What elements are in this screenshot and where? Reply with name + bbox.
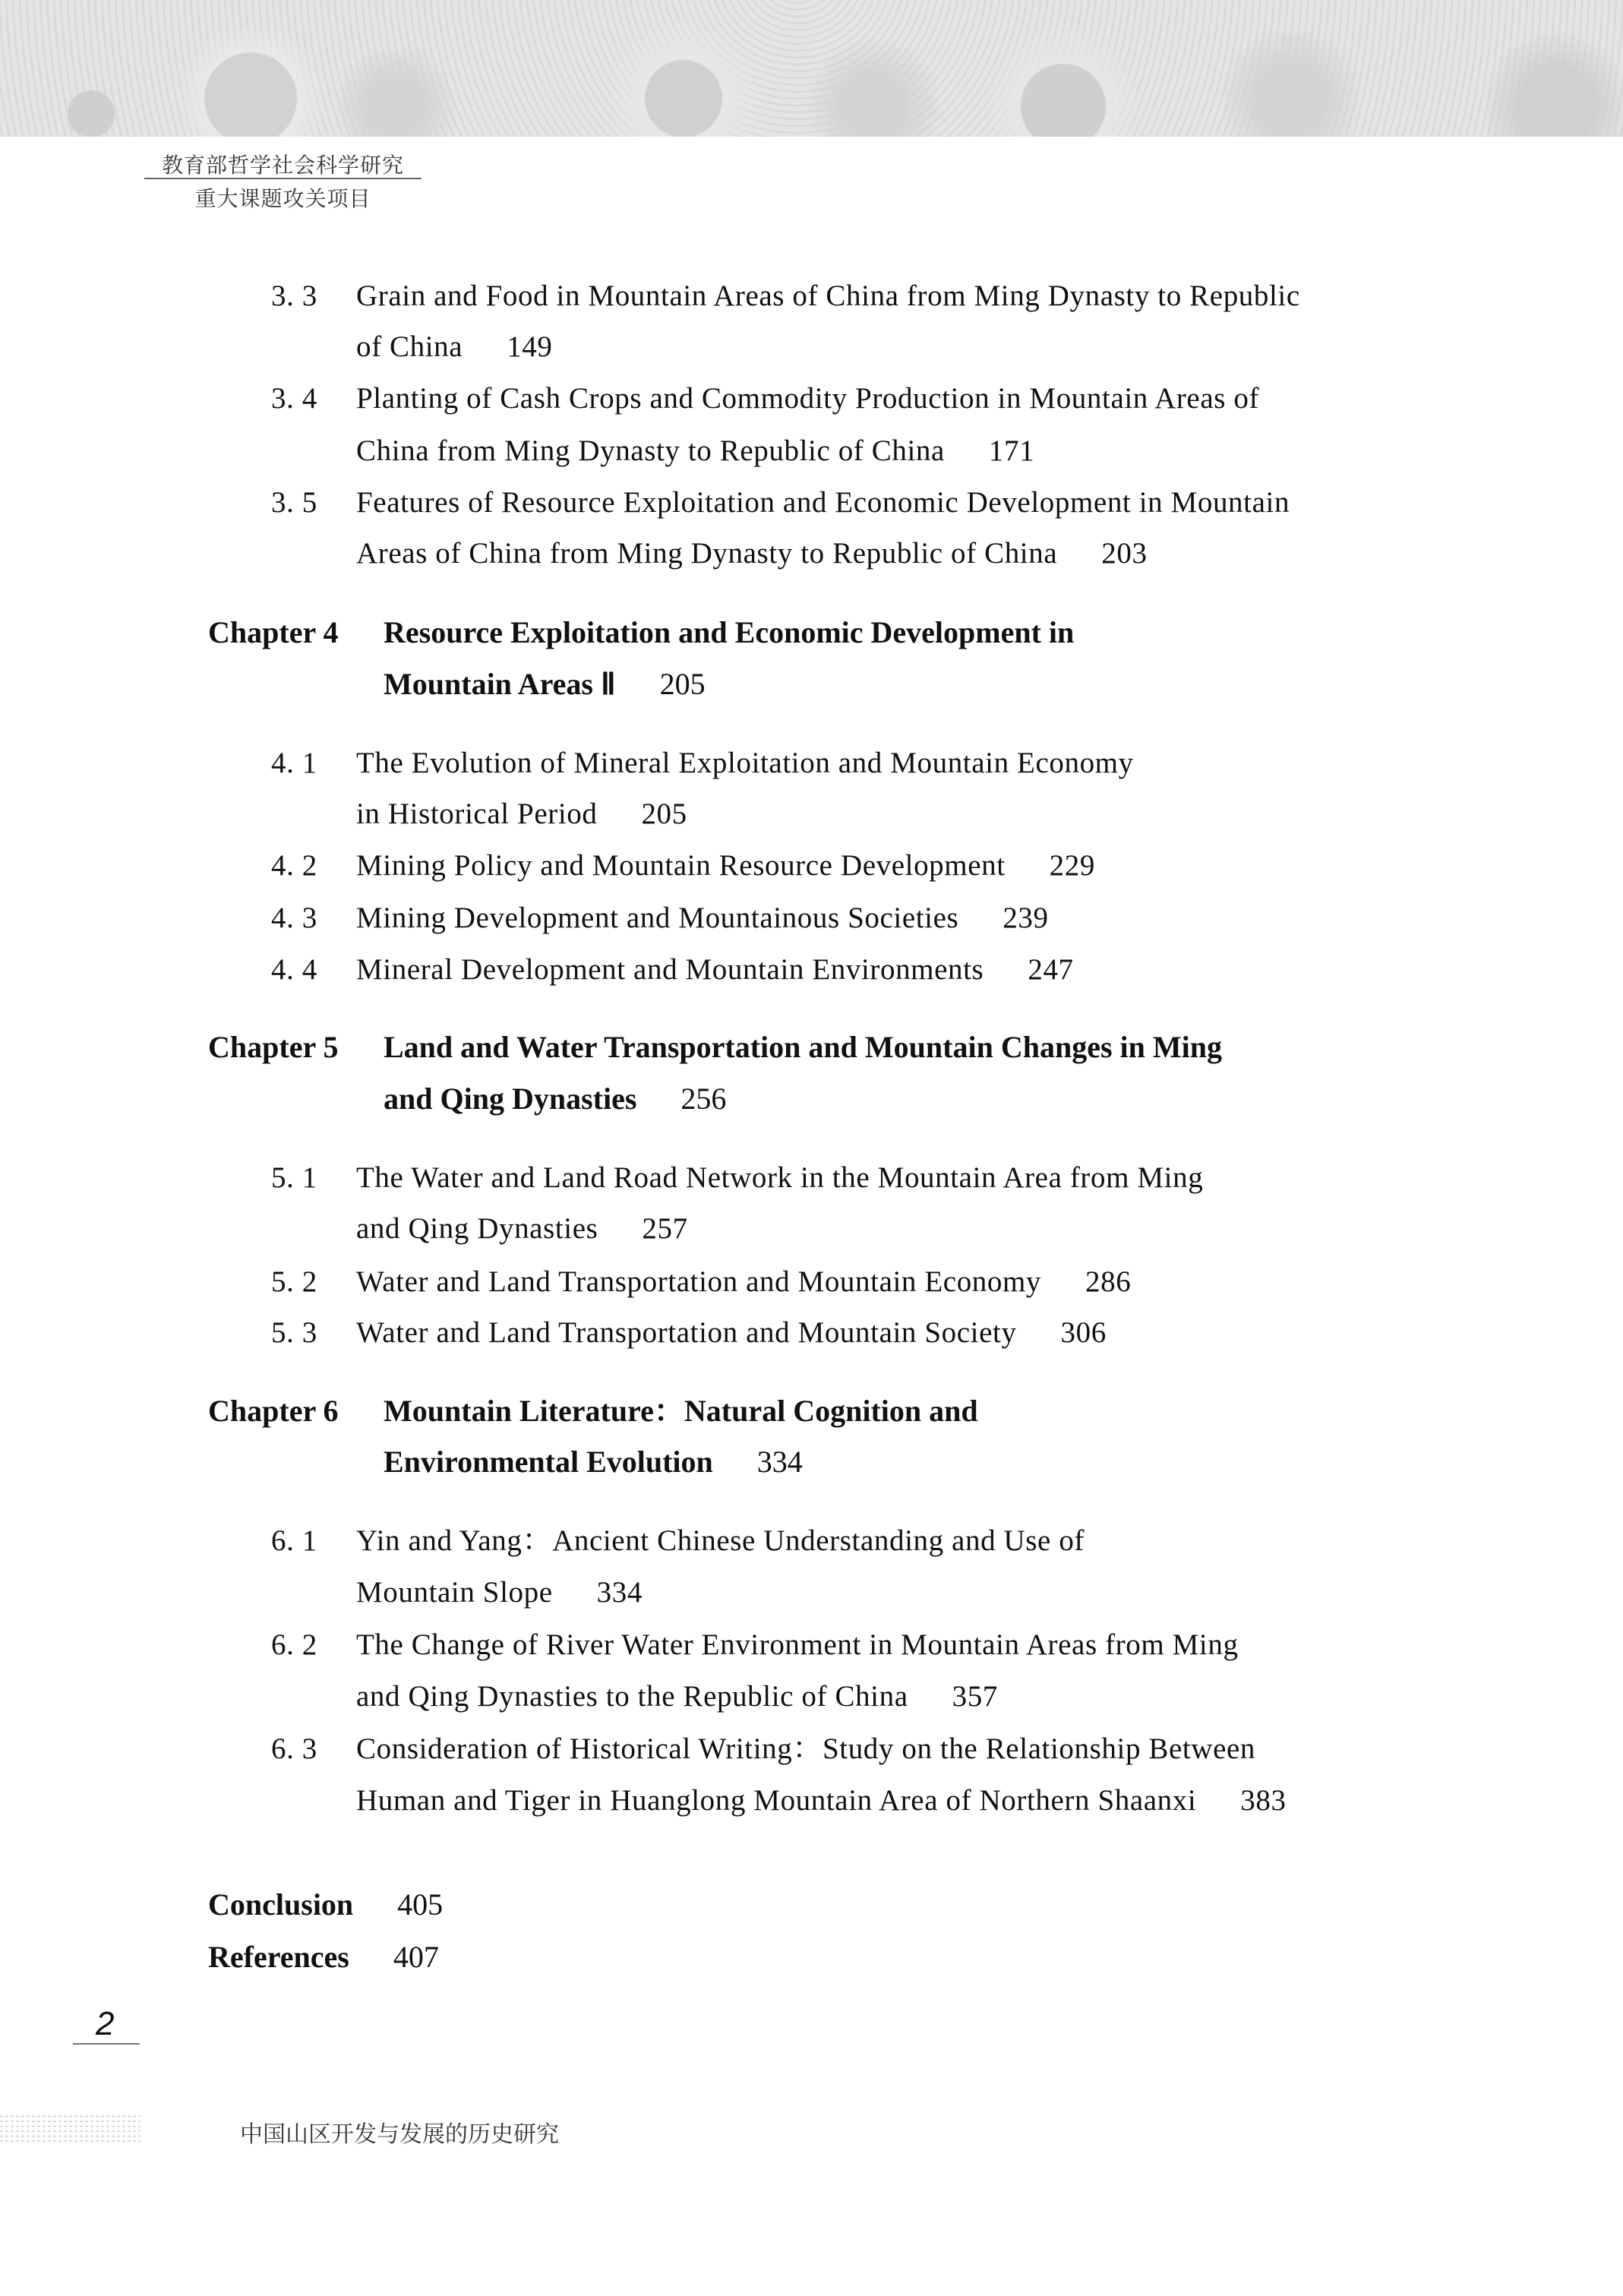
section-title-line — [356, 484, 1290, 522]
entry-text: Consideration of Historical Writing：Study on the Relationship Between — [356, 1732, 1256, 1765]
section-number: 6. 3 — [271, 1732, 317, 1765]
section-title-line — [356, 1574, 643, 1612]
page-ref: 239 — [1003, 902, 1049, 934]
page-ref: 334 — [596, 1576, 643, 1609]
page-ref: 286 — [1085, 1265, 1132, 1298]
section-number: 5. 1 — [271, 1161, 317, 1194]
section-title-line — [356, 951, 1074, 989]
entry-title: References — [208, 1940, 349, 1974]
entry-text: Land and Water Transportation and Mountain Changes in Ming — [384, 1030, 1222, 1064]
section-title-line — [356, 1263, 1131, 1301]
section-number: 4. 2 — [271, 849, 317, 882]
series-divider — [144, 178, 422, 179]
entry-text: The Water and Land Road Network in the Mountain Area from Ming — [356, 1161, 1204, 1194]
section-number: 3. 4 — [271, 382, 317, 415]
entry-text: and Qing Dynasties — [356, 1212, 598, 1245]
section-number: 4. 1 — [271, 747, 317, 779]
page-ref: 229 — [1049, 849, 1095, 882]
chapter-label: Chapter 4 — [208, 615, 339, 649]
entry-text: The Evolution of Mineral Exploitation and Mountain Economy — [356, 747, 1134, 779]
section-title-line — [356, 380, 1259, 418]
back-matter-title — [208, 1938, 439, 1976]
section-title-line — [356, 795, 687, 833]
section-title-line — [356, 328, 553, 366]
page-ref: 247 — [1028, 953, 1074, 986]
page-ref: 334 — [756, 1445, 803, 1479]
section-number: 5. 2 — [271, 1265, 317, 1298]
section-title-line — [356, 535, 1148, 573]
section-number: 5. 3 — [271, 1316, 317, 1349]
page-ref: 256 — [680, 1082, 727, 1116]
entry-text: Areas of China from Ming Dynasty to Republic of China — [356, 537, 1058, 570]
page-ref: 203 — [1101, 537, 1148, 570]
page-ref: 306 — [1060, 1316, 1107, 1349]
section-title-line — [356, 1730, 1255, 1768]
entry-text: Human and Tiger in Huanglong Mountain Area of Northern Shaanxi — [356, 1784, 1197, 1817]
section-title-line — [356, 744, 1134, 782]
section-title-line — [356, 1782, 1287, 1820]
page-ref: 407 — [393, 1940, 439, 1974]
page-ref: 149 — [507, 330, 553, 363]
page-ref: 205 — [641, 797, 687, 830]
chapter-title-line — [384, 1392, 978, 1430]
entry-text: China from Ming Dynasty to Republic of China — [356, 434, 945, 467]
entry-title: Conclusion — [208, 1887, 354, 1922]
entry-text: in Historical Period — [356, 797, 598, 830]
section-title-line — [356, 1159, 1203, 1197]
section-title-line — [356, 432, 1034, 470]
entry-text: Mountain Slope — [356, 1576, 553, 1609]
entry-text: Mining Policy and Mountain Resource Development — [356, 849, 1006, 882]
back-matter-title — [208, 1886, 443, 1924]
entry-text: Yin and Yang：Ancient Chinese Understanding and Use of — [356, 1524, 1085, 1557]
series-title-line1: 教育部哲学社会科学研究 — [161, 153, 404, 178]
decorative-cloud-banner — [0, 0, 1623, 137]
section-title-line — [356, 1314, 1107, 1352]
entry-text: Grain and Food in Mountain Areas of China from Ming Dynasty to Republic — [356, 279, 1300, 312]
section-number: 4. 3 — [271, 902, 317, 934]
entry-text: The Change of River Water Environment in Mountain Areas from Ming — [356, 1628, 1239, 1661]
entry-text: Environmental Evolution — [384, 1445, 713, 1479]
page-ref: 383 — [1240, 1784, 1287, 1817]
page-ref: 357 — [952, 1680, 998, 1713]
page-ref: 171 — [988, 434, 1035, 467]
section-number: 6. 2 — [271, 1628, 317, 1661]
entry-text: Resource Exploitation and Economic Development in — [384, 615, 1075, 649]
section-title-line — [356, 899, 1049, 937]
chapter-title-line — [384, 1080, 726, 1118]
section-title-line — [356, 1522, 1085, 1560]
chapter-title-line — [384, 614, 1074, 652]
entry-text: and Qing Dynasties — [384, 1082, 637, 1116]
entry-text: Planting of Cash Crops and Commodity Production in Mountain Areas of — [356, 382, 1260, 415]
section-number: 6. 1 — [271, 1524, 317, 1557]
page-ref: 405 — [397, 1887, 444, 1922]
page-ref: 205 — [659, 667, 706, 701]
entry-text: Features of Resource Exploitation and Economic Development in Mountain — [356, 486, 1290, 519]
entry-text: Mountain Areas Ⅱ — [384, 667, 616, 701]
section-number: 4. 4 — [271, 953, 317, 986]
section-number: 3. 3 — [271, 279, 317, 312]
series-title-line2: 重大课题攻关项目 — [194, 186, 371, 211]
section-title-line — [356, 847, 1095, 885]
entry-text: Mineral Development and Mountain Environments — [356, 953, 984, 986]
entry-text: Mountain Literature：Natural Cognition and — [384, 1394, 978, 1428]
page-number-rule — [73, 2043, 140, 2045]
section-title-line — [356, 1210, 688, 1248]
entry-text: of China — [356, 330, 463, 363]
chapter-label: Chapter 5 — [208, 1030, 339, 1064]
entry-text: and Qing Dynasties to the Republic of China — [356, 1680, 908, 1713]
page-number: 2 — [96, 2005, 115, 2042]
decorative-dot-pattern — [0, 2113, 141, 2142]
entry-text: Water and Land Transportation and Mountain Society — [356, 1316, 1017, 1349]
section-title-line — [356, 1626, 1239, 1664]
chapter-title-line — [384, 1443, 803, 1481]
chapter-label: Chapter 6 — [208, 1394, 339, 1428]
entry-text: Water and Land Transportation and Mountain Economy — [356, 1265, 1042, 1298]
chapter-title-line — [384, 1028, 1222, 1066]
entry-text: Mining Development and Mountainous Societies — [356, 902, 959, 934]
chapter-title-line — [384, 665, 706, 703]
section-title-line — [356, 277, 1300, 315]
page-ref: 257 — [642, 1212, 688, 1245]
section-title-line — [356, 1678, 998, 1716]
section-number: 3. 5 — [271, 486, 317, 519]
book-title-footer: 中国山区开发与发展的历史研究 — [240, 2121, 559, 2148]
